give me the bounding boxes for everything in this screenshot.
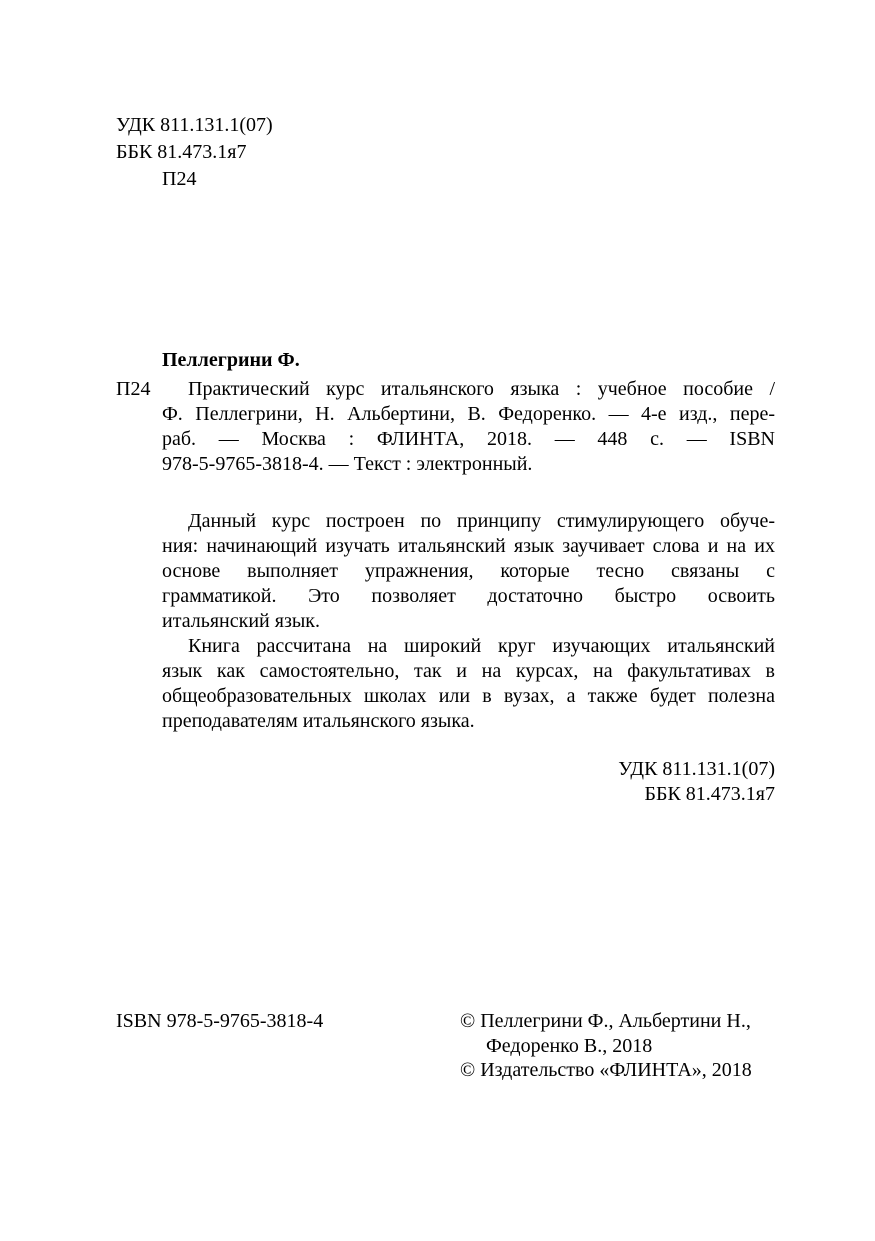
annotation-line: основе выполняет упражнения, которые тесно связаны с [162, 560, 775, 582]
annotation-line: Данный курс построен по принципу стимулирующего обуче- [188, 510, 775, 532]
isbn: ISBN 978-5-9765-3818-4 [116, 1010, 324, 1032]
copyright-authors-cont: Федоренко В., 2018 [486, 1035, 653, 1057]
bib-line: раб. — Москва : ФЛИНТА, 2018. — 448 с. — ISBN [162, 428, 775, 450]
annotation-line: язык как самостоятельно, так и на курсах, на факультативах в [162, 660, 775, 682]
annotation-line: ния: начинающий изучать итальянский язык заучивает слова и на их [162, 535, 775, 557]
copyright-publisher: © Издательство «ФЛИНТА», 2018 [460, 1059, 752, 1081]
author-mark: П24 [116, 378, 151, 400]
annotation-line: преподавателям итальянского языка. [162, 710, 475, 732]
bibliographic-description [162, 377, 775, 477]
bib-line: Практический курс итальянского языка : учебное пособие / [188, 378, 775, 400]
bbk-code-top: ББК 81.473.1я7 [116, 141, 247, 163]
annotation-line: грамматикой. Это позволяет достаточно быстро освоить [162, 585, 775, 607]
annotation-line: итальянский язык. [162, 610, 320, 632]
annotation-line: общеобразовательных школах или в вузах, а также будет полезна [162, 685, 775, 707]
copyright-authors: © Пеллегрини Ф., Альбертини Н., [460, 1010, 751, 1032]
author-mark-top: П24 [162, 168, 197, 190]
bib-line: Ф. Пеллегрини, Н. Альбертини, В. Федоренко. — 4-е изд., пере- [162, 403, 775, 425]
udk-code-top: УДК 811.131.1(07) [116, 114, 273, 136]
annotation-line: Книга рассчитана на широкий круг изучающих итальянский [188, 635, 775, 657]
bib-line: 978-5-9765-3818-4. — Текст : электронный. [162, 453, 533, 475]
bbk-code-bottom: ББК 81.473.1я7 [644, 783, 775, 805]
author-heading: Пеллегрини Ф. [162, 349, 300, 371]
udk-code-bottom: УДК 811.131.1(07) [618, 758, 775, 780]
annotation-paragraph-1 [162, 509, 775, 634]
annotation-paragraph-2 [162, 634, 775, 734]
